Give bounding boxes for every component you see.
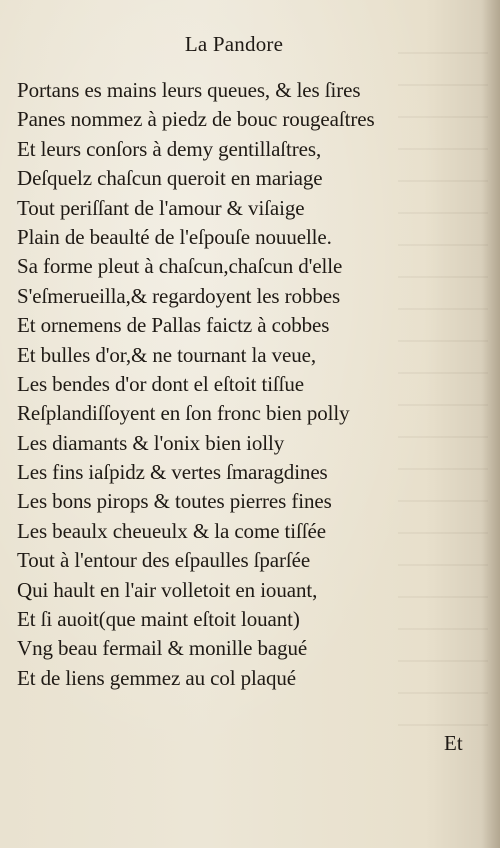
verse-line: Les diamants & l'onix bien iolly [17, 430, 285, 455]
page-gutter-shadow [482, 0, 500, 848]
catchword: Et [444, 731, 463, 755]
verse-line: S'eſmerueilla,& regardoyent les robbes [17, 283, 341, 308]
verse-line: Portans es mains leurs queues, & les ſires [17, 78, 361, 102]
verse-line: Et de liens gemmez au col plaqué [17, 665, 297, 690]
verse-line: Et leurs conſors à demy gentillaſtres, [17, 136, 322, 161]
verse-line: Reſplandiſſoyent en ſon fronc bien polly [17, 401, 350, 426]
verse-line: Sa forme pleut à chaſcun,chaſcun d'elle [17, 254, 343, 279]
verse-line: Les fins iaſpidz & vertes ſmaragdines [17, 460, 328, 485]
verse-line: Vng beau fermail & monille bagué [17, 636, 308, 661]
verse-line: Les bendes d'or dont el eſtoit tiſſue [17, 371, 305, 396]
verse-block [17, 76, 467, 693]
verse-line: Et bulles d'or,& ne tournant la veue, [17, 342, 316, 367]
verse-line: Les beaulx cheueulx & la come tiſſée [17, 518, 326, 543]
verse-line: Et ſi auoit(que maint eſtoit louant) [17, 607, 300, 632]
verse-line: Tout à l'entour des eſpaulles ſparſée [17, 548, 311, 573]
verse-line: Plain de beaulté de l'eſpouſe nouuelle. [17, 224, 332, 249]
verse-line: Tout periſſant de l'amour & viſaige [17, 195, 305, 220]
verse-line: Deſquelz chaſcun queroit en mariage [17, 166, 323, 191]
verse-line: Qui hault en l'air volletoit en iouant, [17, 577, 318, 602]
running-head: La Pandore [184, 32, 284, 56]
verse-line: Et ornemens de Pallas faictz à cobbes [17, 313, 330, 338]
verse-line: Panes nommez à piedz de bouc rougeaſtres [17, 107, 375, 132]
verse-line: Les bons pirops & toutes pierres fines [17, 489, 332, 514]
